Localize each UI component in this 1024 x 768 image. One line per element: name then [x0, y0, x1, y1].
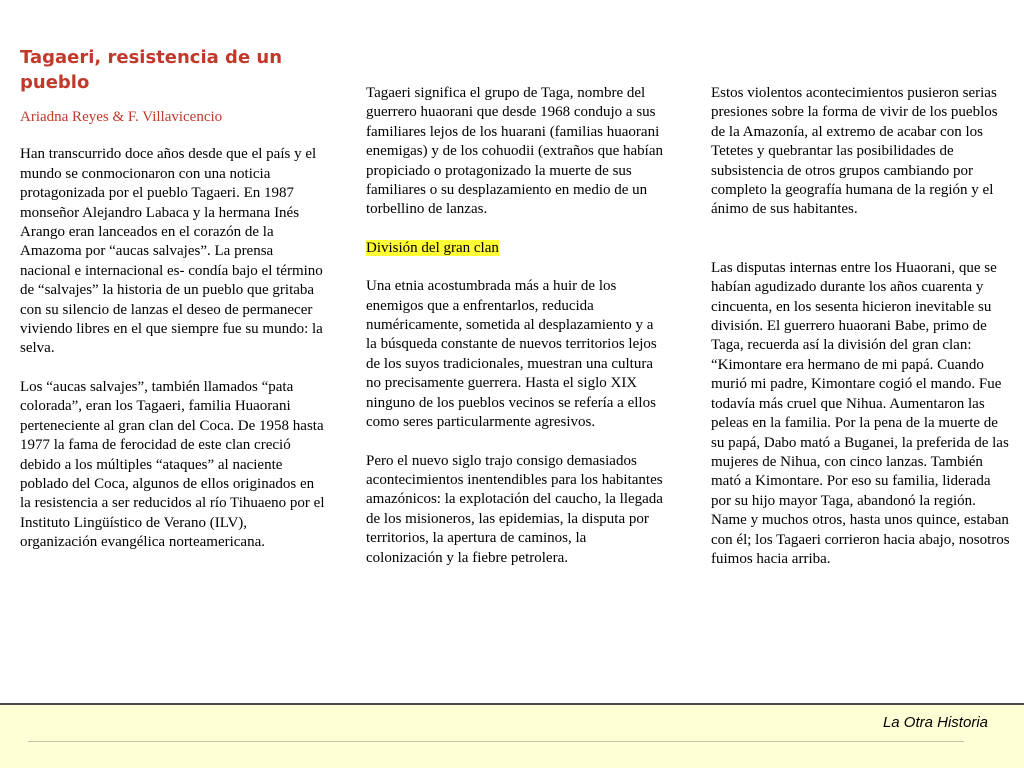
section-heading: División del gran clan — [366, 239, 499, 256]
article-title: Tagaeri, resistencia de un pueblo — [20, 47, 283, 93]
footer-divider — [28, 741, 964, 742]
paragraph: Una etnia acostumbrada más a huir de los enemigos que a enfrentarlos, reducida numéricamente, sometida al desplazamiento y a la búsqueda constante de nuevos territorios lejos de los suyos tradicionales, muestran una cultura no precisamente guerrera. Hasta el siglo XIX ninguno de los pueblos vecinos se refería a ellos como seres particularmente agresivos. — [366, 278, 657, 431]
paragraph: Las disputas internas entre los Huaorani, que se habían agudizado durante los años cuarenta y cincuenta, en los sesenta hicieron inevitable su división. El guerrero huaorani Babe, primo de Taga, recuerda así la división del gran clan: “Kimontare era hermano de mi papá. Cuando murió mi padre, Kimontare cogió el mando. Fue todavía más cruel que Nihua. Aumentaron las peleas en la familia. Por la pena de la muerte de su papá, Dabo mató a Buganei, la preferida de las mujeres de Nihua, con cinco lanzas. También mató a Kimontare. Por eso su familia, liderada por su hijo mayor Taga, abandonó la región. Name y muchos otros, hasta unos quince, estaban con él; los Tagaeri corrieron hacia abajo, nosotros fuimos hacia arriba. — [711, 259, 1010, 567]
paragraph: Los “aucas salvajes”, también llamados “pata colorada”, eran los Tagaeri, familia Huaorani perteneciente al gran clan del Coca. De 1958 hasta 1977 la fama de ferocidad de este clan creció debido a los múltiples “ataques” al naciente poblado del Coca, algunos de ellos originados en la resistencia a ser reducidos al río Tihuaeno por el Instituto Lingüístico de Verano (ILV), organización evangélica norteamericana. — [20, 378, 325, 551]
section-heading-wrapper — [366, 239, 666, 258]
paragraph: Han transcurrido doce años desde que el país y el mundo se conmocionaron con una noticia protagonizada por el pueblo Tagaeri. En 1987 monseñor Alejandro Labaca y la hermana Inés Arango eran lanceados en el corazón de la Amazoma por “aucas salvajes”. La prensa nacional e internacional es- condía bajo el término de “salvajes” la historia de un pueblo que gritaba con su silencio de lanzas el deseo de permanecer viviendo libres en el que siempre fue su mundo: la selva. — [20, 146, 323, 357]
footer-label: La Otra Historia — [882, 714, 988, 731]
article-authors: Ariadna Reyes & F. Villavicencio — [20, 109, 223, 125]
paragraph: Tagaeri significa el grupo de Taga, nombre del guerrero huaorani que desde 1968 condujo a sus familiares lejos de los huarani (familias huaorani enemigas) y de los cohuodii (extraños que habían propiciado o protagonizado la muerte de sus familiares o su desplazamiento en medio de un torbellino de lanzas. — [366, 85, 663, 218]
paragraph: Pero el nuevo siglo trajo consigo demasiados acontecimientos inentendibles para los habitantes amazónicos: la explotación del caucho, la llegada de los misioneros, las epidemias, la disputa por territorios, la apertura de caminos, la colonización y la fiebre petrolera. — [366, 452, 663, 566]
paragraph: Estos violentos acontecimientos pusieron serias presiones sobre la forma de vivir de los pueblos de la Amazonía, al extremo de acabar con los Tetetes y quebrantar las posibilidades de subsistencia de otros grupos cambiando por completo la geografía humana de la región y el ánimo de sus habitantes. — [711, 85, 998, 218]
footer-bar — [0, 703, 1024, 768]
column-1 — [20, 45, 325, 553]
column-3 — [711, 84, 1011, 569]
column-2 — [366, 84, 666, 568]
